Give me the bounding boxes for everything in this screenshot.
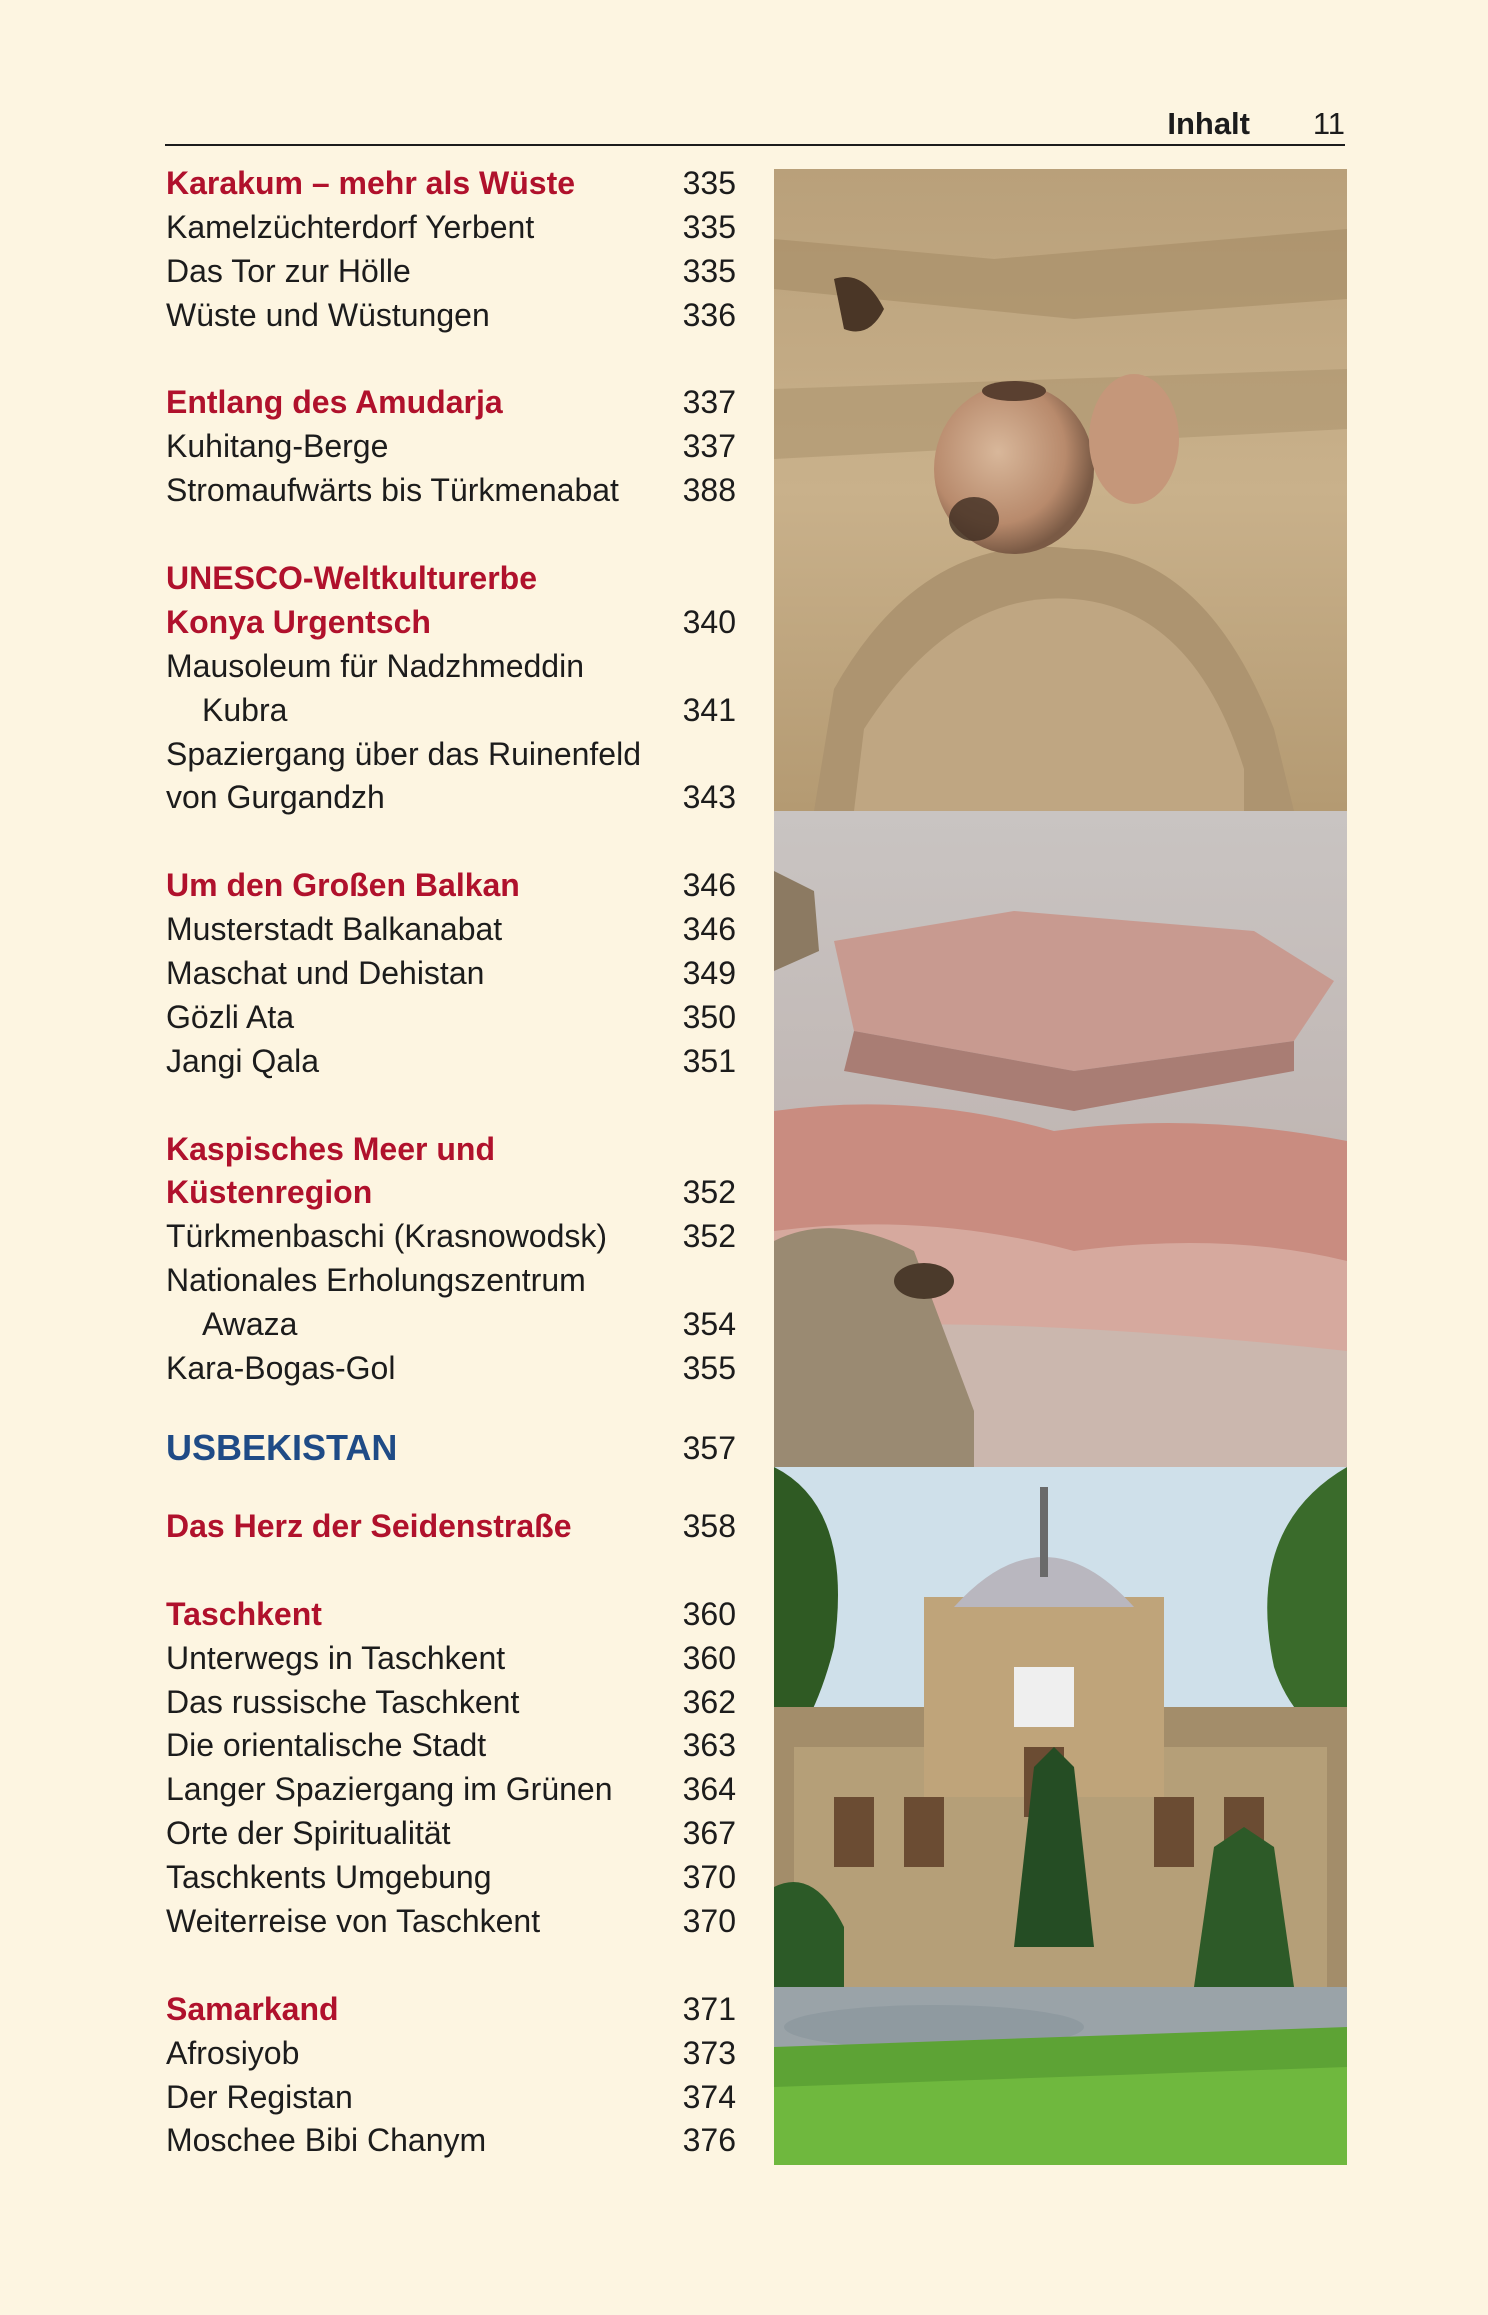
toc-entry[interactable]: Das russische Taschkent 362 (166, 1683, 736, 1720)
toc-entry[interactable]: Kubra 341 (202, 691, 736, 728)
toc-heading[interactable]: Um den Großen Balkan 346 (166, 867, 736, 904)
toc-entry[interactable]: Afrosiyob 373 (166, 2034, 736, 2071)
toc-entry[interactable]: Gözli Ata 350 (166, 998, 736, 1035)
toc-entry[interactable]: Taschkents Umgebung 370 (166, 1859, 736, 1896)
toc-entry[interactable]: Wüste und Wüstungen 336 (166, 296, 736, 333)
toc-entry[interactable]: Das Tor zur Hölle 335 (166, 252, 736, 289)
toc-entry: Nationales Erholungszentrum (166, 1262, 586, 1299)
running-header (165, 100, 1345, 146)
toc-entry[interactable]: Stromaufwärts bis Türkmenabat 388 (166, 472, 736, 509)
toc-entry[interactable]: Der Registan 374 (166, 2078, 736, 2115)
toc-entry[interactable]: Weiterreise von Taschkent 370 (166, 1902, 736, 1939)
toc-heading: UNESCO-Weltkulturerbe (166, 560, 538, 597)
toc-entry: Spaziergang über das Ruinenfeld (166, 735, 641, 772)
toc-entry[interactable]: Unterwegs in Taschkent 360 (166, 1639, 736, 1676)
toc-entry[interactable]: Die orientalische Stadt 363 (166, 1727, 736, 1764)
toc-entry[interactable]: Kamelzüchterdorf Yerbent 335 (166, 208, 736, 245)
section-title: Inhalt (1167, 106, 1250, 141)
toc-entry[interactable]: Awaza 354 (202, 1306, 736, 1343)
toc-entry[interactable]: Musterstadt Balkanabat 346 (166, 911, 736, 948)
toc-country-heading[interactable]: USBEKISTAN 357 (166, 1426, 736, 1468)
toc-entry[interactable]: Türkmenbaschi (Krasnowodsk) 352 (166, 1218, 736, 1255)
toc-entry[interactable]: Langer Spaziergang im Grünen 364 (166, 1771, 736, 1808)
toc-entry[interactable]: Orte der Spiritualität 367 (166, 1815, 736, 1852)
photo-palace (774, 1467, 1347, 2165)
toc-heading[interactable]: Konya Urgentsch 340 (166, 603, 736, 640)
toc-heading[interactable]: Samarkand 371 (166, 1990, 736, 2027)
page-number: 11 (1312, 106, 1345, 141)
toc-heading[interactable]: Entlang des Amudarja 337 (166, 384, 736, 421)
toc-entry[interactable]: Kara-Bogas-Gol 355 (166, 1350, 736, 1387)
toc-entry[interactable]: Jangi Qala 351 (166, 1042, 736, 1079)
photo-canyon (774, 811, 1347, 1467)
toc-entry: Mausoleum für Nadzhmeddin (166, 647, 584, 684)
toc-heading[interactable]: Taschkent 360 (166, 1595, 736, 1632)
toc-heading[interactable]: Karakum – mehr als Wüste 335 (166, 165, 736, 201)
toc-entry[interactable]: Kuhitang-Berge 337 (166, 428, 736, 465)
toc-entry[interactable]: von Gurgandzh 343 (166, 779, 736, 816)
toc-entry[interactable]: Moschee Bibi Chanym 376 (166, 2122, 736, 2159)
toc-heading[interactable]: Das Herz der Seidenstraße 358 (166, 1507, 736, 1544)
toc-entry[interactable]: Maschat und Dehistan 349 (166, 955, 736, 992)
table-of-contents (166, 162, 736, 2163)
photo-clay-pots (774, 169, 1347, 811)
photo-column (774, 169, 1347, 2165)
toc-heading: Kaspisches Meer und (166, 1130, 495, 1167)
toc-heading[interactable]: Küstenregion 352 (166, 1174, 736, 1211)
